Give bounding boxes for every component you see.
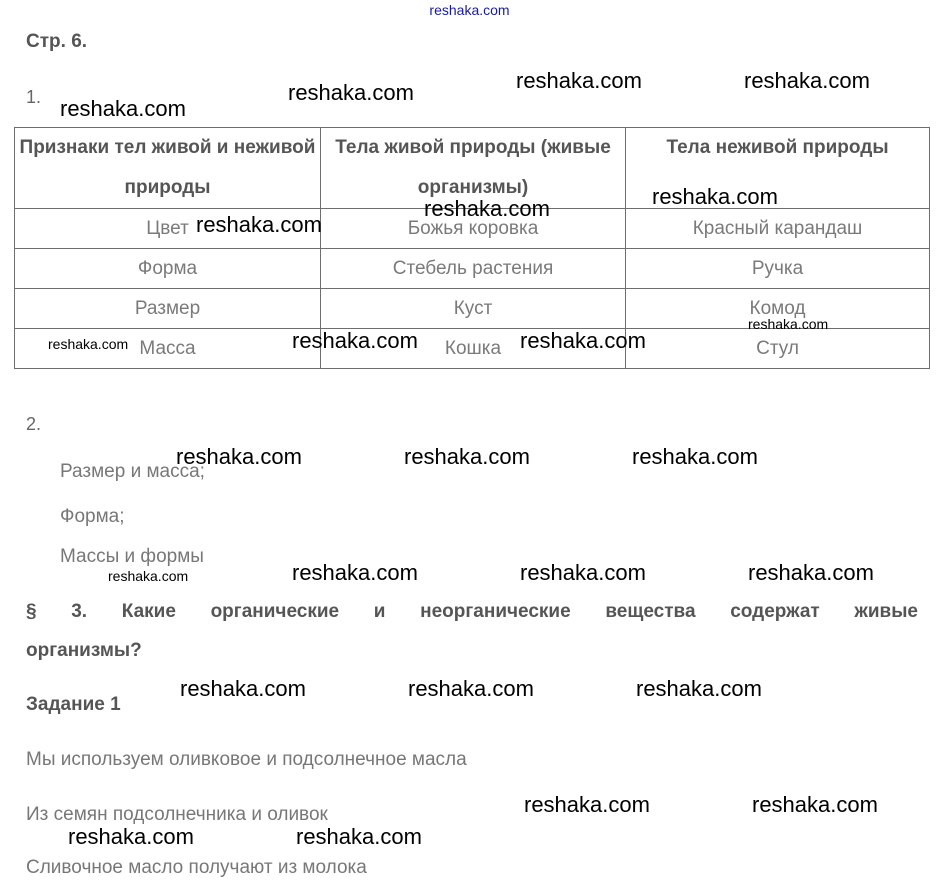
page-heading: Стр. 6. xyxy=(26,31,88,52)
task2-line: Размер и масса; xyxy=(60,461,205,482)
watermark: reshaka.com xyxy=(68,824,194,849)
task1-number: 1. xyxy=(26,87,42,107)
watermark: reshaka.com xyxy=(636,676,762,701)
answer-line: Сливочное масло получают из молока xyxy=(26,857,367,878)
watermark: reshaka.com xyxy=(292,328,418,353)
answer-line: Мы используем оливковое и подсолнечное масла xyxy=(26,749,467,770)
table-header-cell: Тела неживой природы xyxy=(626,128,930,209)
watermark: reshaka.com xyxy=(632,444,758,469)
task2-line: Массы и формы xyxy=(60,546,204,567)
watermark: reshaka.com xyxy=(196,212,322,237)
table-cell: Кошка xyxy=(321,329,626,369)
task1-table xyxy=(14,127,930,369)
table-cell: Форма xyxy=(15,249,321,289)
watermark: reshaka.com xyxy=(424,196,550,221)
top-site-link[interactable]: reshaka.com xyxy=(429,2,510,18)
watermark: reshaka.com xyxy=(176,444,302,469)
table-row xyxy=(15,249,930,289)
table-header-cell: Тела живой природы (живые организмы) xyxy=(321,128,626,209)
table-cell: Божья коровка xyxy=(321,209,626,249)
answer-line: Из семян подсолнечника и оливок xyxy=(26,804,328,825)
table-cell: Масса xyxy=(15,329,321,369)
task-heading: Задание 1 xyxy=(26,694,121,715)
table-header-cell: Признаки тел живой и неживой природы xyxy=(15,128,321,209)
watermark: reshaka.com xyxy=(752,792,878,817)
table-cell: Ручка xyxy=(626,249,930,289)
table-cell: Комод xyxy=(626,289,930,329)
table-cell: Красный карандаш xyxy=(626,209,930,249)
table-cell: Размер xyxy=(15,289,321,329)
watermark: reshaka.com xyxy=(60,96,186,121)
task2-number: 2. xyxy=(26,414,42,434)
watermark: reshaka.com xyxy=(520,328,646,353)
watermark: reshaka.com xyxy=(516,68,642,93)
watermark: reshaka.com xyxy=(108,568,189,584)
watermark: reshaka.com xyxy=(652,184,778,209)
table-cell: Стебель растения xyxy=(321,249,626,289)
watermark: reshaka.com xyxy=(296,824,422,849)
table-cell: Стул xyxy=(626,329,930,369)
section-title-line2: организмы? xyxy=(26,640,142,661)
watermark: reshaka.com xyxy=(748,560,874,585)
watermark: reshaka.com xyxy=(744,68,870,93)
watermark: reshaka.com xyxy=(520,560,646,585)
watermark: reshaka.com xyxy=(408,676,534,701)
table-cell: Куст xyxy=(321,289,626,329)
watermark: reshaka.com xyxy=(180,676,306,701)
task2-line: Форма; xyxy=(60,506,125,527)
watermark: reshaka.com xyxy=(288,80,414,105)
table-row xyxy=(15,329,930,369)
watermark: reshaka.com xyxy=(292,560,418,585)
watermark: reshaka.com xyxy=(748,316,829,332)
section-title-line1: § 3. Какие органические и неорганические вещества содержат живые xyxy=(26,601,918,622)
watermark: reshaka.com xyxy=(48,336,129,352)
watermark: reshaka.com xyxy=(524,792,650,817)
watermark: reshaka.com xyxy=(404,444,530,469)
table-cell: Цвет xyxy=(15,209,321,249)
